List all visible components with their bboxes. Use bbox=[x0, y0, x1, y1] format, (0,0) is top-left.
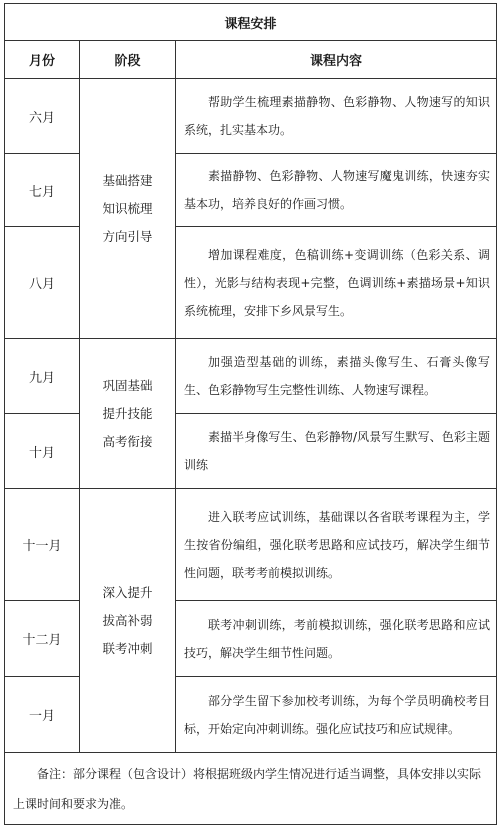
month-cell: 六月 bbox=[5, 79, 80, 154]
content-text: 增加课程难度，色稿训练+变调训练（色彩关系、调性），光影与结构表现+完整，色调训练+素描场景+知识系统梳理，安排下乡风景写生。 bbox=[184, 247, 490, 318]
content-cell bbox=[176, 489, 497, 601]
table-row bbox=[5, 227, 497, 339]
header-phase: 阶段 bbox=[80, 41, 176, 79]
content-text: 加强造型基础的训练，素描头像写生、石膏头像写生、色彩静物写生完整性训练、人物速写课程。 bbox=[184, 355, 490, 397]
table-row bbox=[5, 154, 497, 227]
phase-line: 方向引导 bbox=[102, 228, 153, 244]
phase-cell bbox=[80, 339, 176, 489]
content-text: 帮助学生梳理素描静物、色彩静物、人物速写的知识系统，扎实基本功。 bbox=[184, 95, 490, 137]
content-text: 部分学生留下参加校考训练，为每个学员明确校考目标，开始定向冲刺训练。强化应试技巧和应试规律。 bbox=[184, 693, 490, 736]
content-cell bbox=[176, 154, 497, 227]
note-cell bbox=[5, 753, 497, 825]
month-cell: 一月 bbox=[5, 677, 80, 753]
phase-line: 高考衔接 bbox=[102, 433, 153, 449]
header-content: 课程内容 bbox=[176, 41, 497, 79]
content-text: 素描半身像写生、色彩静物/风景写生默写、色彩主题训练 bbox=[184, 430, 490, 472]
note-text: 备注：部分课程（包含设计）将根据班级内学生情况进行适当调整，具体安排以实际上课时间和要求为准。 bbox=[13, 766, 482, 811]
header-row bbox=[5, 41, 497, 79]
phase-line: 基础搭建 bbox=[102, 172, 153, 188]
month-cell: 十一月 bbox=[5, 489, 80, 601]
phase-line: 提升技能 bbox=[102, 405, 153, 421]
content-text: 素描静物、色彩静物、人物速写魔鬼训练，快速夯实基本功，培养良好的作画习惯。 bbox=[184, 169, 490, 211]
month-cell: 九月 bbox=[5, 339, 80, 414]
content-cell bbox=[176, 339, 497, 414]
header-month: 月份 bbox=[5, 41, 80, 79]
phase-cell bbox=[80, 79, 176, 339]
month-cell: 八月 bbox=[5, 227, 80, 339]
table-row bbox=[5, 414, 497, 489]
month-cell: 十月 bbox=[5, 414, 80, 489]
month-cell: 七月 bbox=[5, 154, 80, 227]
table-row bbox=[5, 489, 497, 601]
table-row bbox=[5, 339, 497, 414]
table-row bbox=[5, 601, 497, 677]
month-cell: 十二月 bbox=[5, 601, 80, 677]
note-row bbox=[5, 753, 497, 825]
phase-cell bbox=[80, 489, 176, 753]
content-cell bbox=[176, 79, 497, 154]
content-cell bbox=[176, 414, 497, 489]
phase-line: 知识梳理 bbox=[102, 200, 153, 216]
title-row bbox=[5, 4, 497, 41]
table-title: 课程安排 bbox=[5, 4, 497, 41]
phase-line: 联考冲刺 bbox=[102, 640, 153, 656]
content-text: 进入联考应试训练，基础课以各省联考课程为主，学生按省份编组，强化联考思路和应试技巧，解决学生细节性问题，联考考前模拟训练。 bbox=[184, 509, 490, 580]
phase-line: 深入提升 bbox=[102, 584, 153, 600]
table-row bbox=[5, 677, 497, 753]
phase-line: 巩固基础 bbox=[102, 377, 153, 393]
content-text: 联考冲刺训练，考前模拟训练，强化联考思路和应试技巧，解决学生细节性问题。 bbox=[184, 617, 490, 660]
course-schedule-table bbox=[4, 3, 497, 825]
table-row bbox=[5, 79, 497, 154]
content-cell bbox=[176, 677, 497, 753]
content-cell bbox=[176, 601, 497, 677]
phase-line: 拔高补弱 bbox=[102, 612, 153, 628]
content-cell bbox=[176, 227, 497, 339]
